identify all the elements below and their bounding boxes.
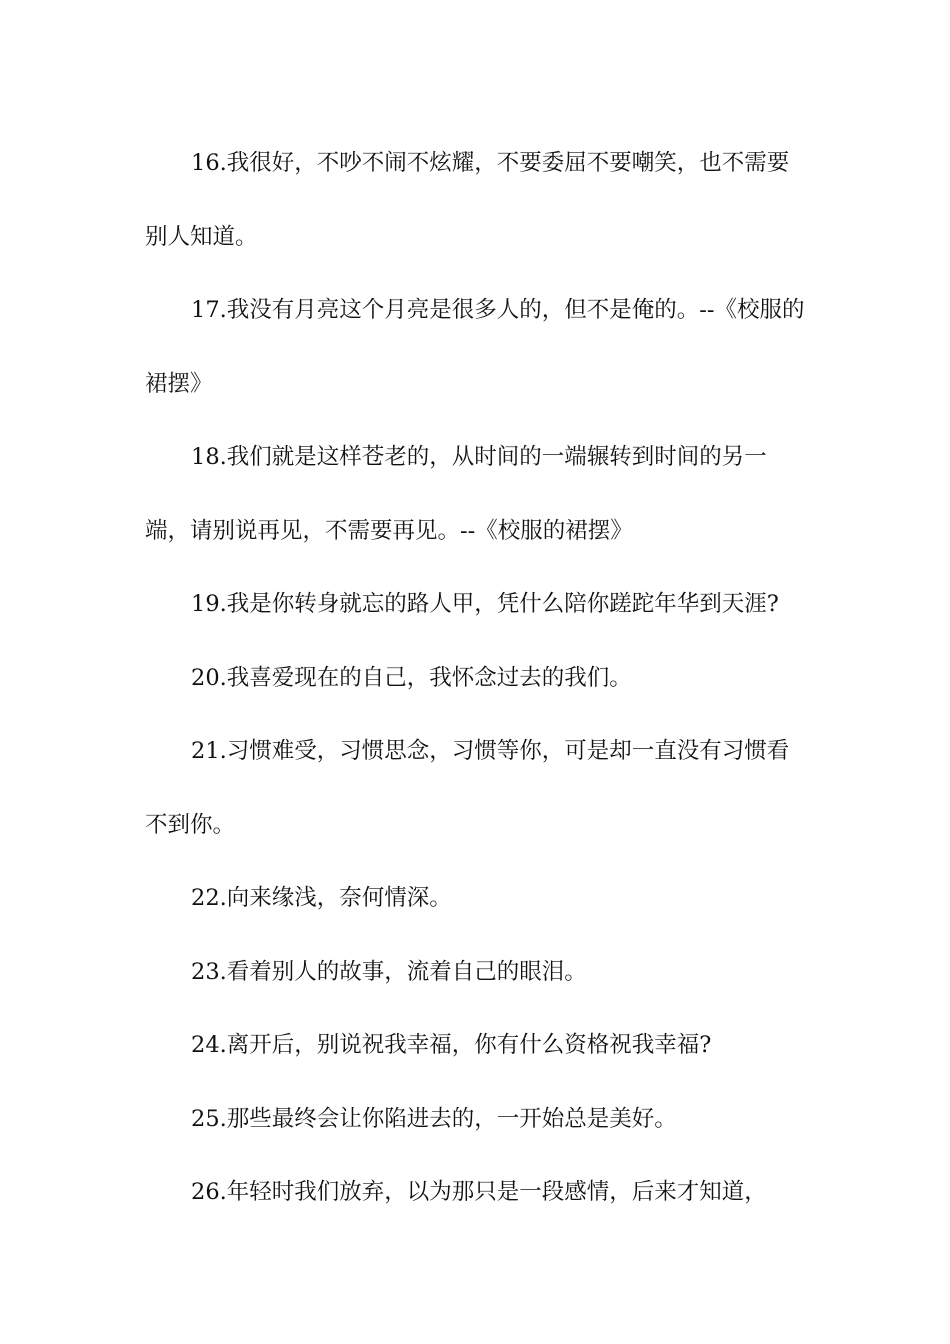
document-body [145, 127, 810, 1230]
list-item: 26.年轻时我们放弃，以为那只是一段感情，后来才知道， [191, 1179, 767, 1205]
list-item: 18.我们就是这样苍老的，从时间的一端辗转到时间的另一端，请别说再见，不需要再见。--《校服的裙摆》 [145, 444, 767, 544]
list-item: 19.我是你转身就忘的路人甲，凭什么陪你蹉跎年华到天涯? [191, 591, 779, 617]
list-item: 21.习惯难受，习惯思念，习惯等你，可是却一直没有习惯看不到你。 [145, 738, 790, 838]
list-item: 22.向来缘浅，奈何情深。 [191, 885, 452, 911]
list-item: 16.我很好，不吵不闹不炫耀，不要委屈不要嘲笑，也不需要别人知道。 [145, 150, 790, 250]
list-item: 25.那些最终会让你陷进去的，一开始总是美好。 [191, 1105, 677, 1132]
list-item: 17.我没有月亮这个月亮是很多人的，但不是俺的。--《校服的裙摆》 [145, 297, 805, 397]
list-item: 24.离开后，别说祝我幸福，你有什么资格祝我幸福? [191, 1032, 712, 1058]
list-item: 20.我喜爱现在的自己，我怀念过去的我们。 [191, 664, 632, 691]
list-item: 23.看着别人的故事，流着自己的眼泪。 [191, 958, 587, 985]
